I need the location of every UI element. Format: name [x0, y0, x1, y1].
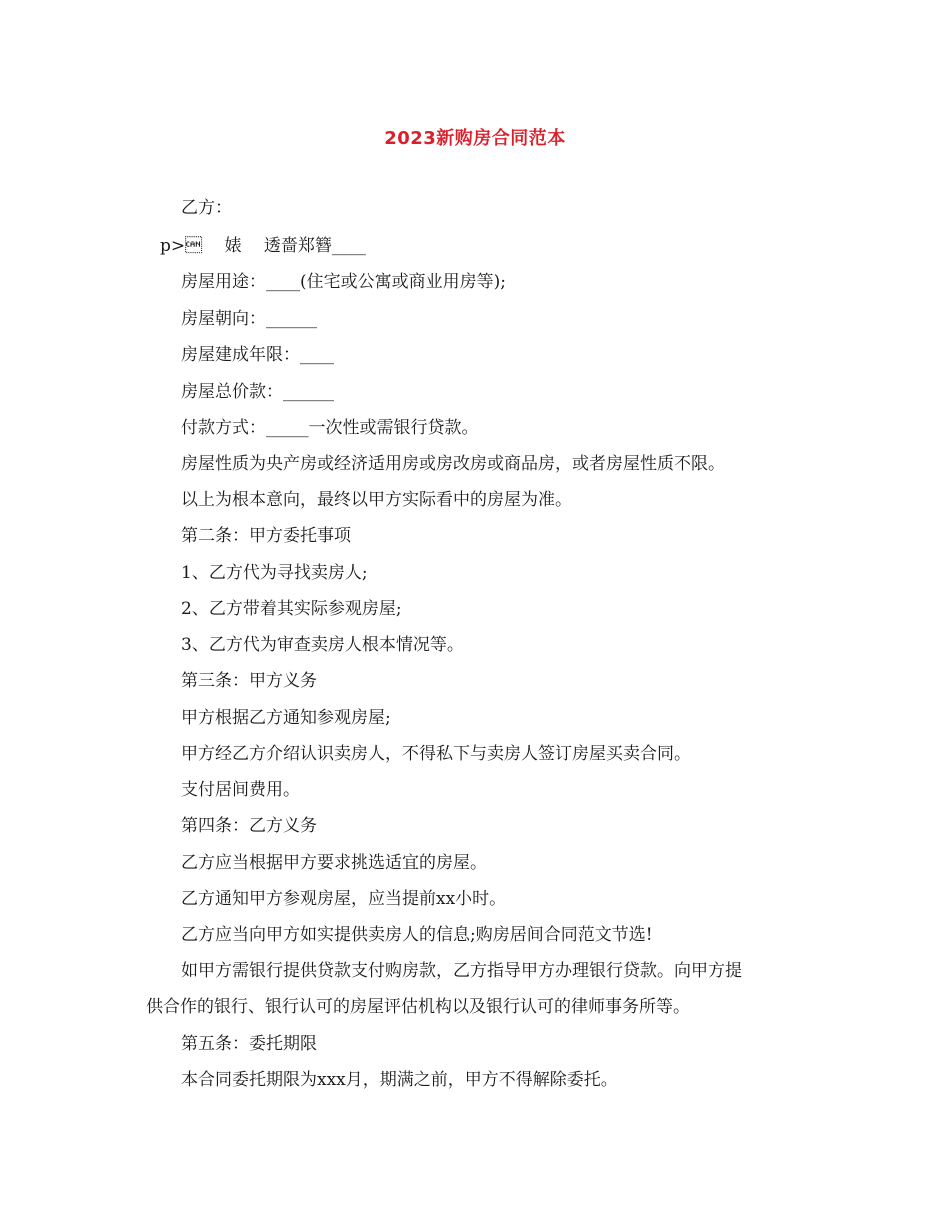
article-5-paragraph: 本合同委托期限为xxx月，期满之前，甲方不得解除委托。: [181, 1070, 618, 1090]
article-3-heading: 第三条：甲方义务: [181, 671, 317, 691]
intent-paragraph: 以上为根本意向，最终以甲方实际看中的房屋为准。: [181, 490, 572, 510]
house-orientation-field: 房屋朝向：______: [181, 309, 317, 329]
house-total-price-field: 房屋总价款：______: [181, 382, 334, 402]
payment-method-field: 付款方式：_____一次性或需银行贷款。: [181, 418, 479, 438]
article-4-paragraph-1: 乙方应当根据甲方要求挑选适宜的房屋。: [181, 853, 487, 873]
article-4-paragraph-3: 乙方应当向甲方如实提供卖房人的信息;购房居间合同范文节选!: [181, 925, 653, 945]
article-4-heading: 第四条：乙方义务: [181, 816, 317, 836]
article-3-paragraph-1: 甲方根据乙方通知参观房屋;: [181, 708, 391, 728]
article-2-item-1: 1、乙方代为寻找卖房人;: [181, 563, 368, 583]
house-usage-field: 房屋用途：____(住宅或公寓或商业用房等);: [181, 272, 506, 292]
article-3-paragraph-3: 支付居间费用。: [181, 780, 300, 800]
article-2-item-2: 2、乙方带着其实际参观房屋;: [181, 599, 402, 619]
house-nature-paragraph: 房屋性质为央产房或经济适用房或房改房或商品房，或者房屋性质不限。: [181, 454, 725, 474]
article-2-item-3: 3、乙方代为审查卖房人根本情况等。: [181, 635, 464, 655]
party-b-label: 乙方：: [181, 198, 232, 218]
article-3-paragraph-2: 甲方经乙方介绍认识卖房人，不得私下与卖房人签订房屋买卖合同。: [181, 744, 691, 764]
article-4-paragraph-4-line-1: 如甲方需银行提供贷款支付购房款，乙方指导甲方办理银行贷款。向甲方提: [181, 961, 742, 981]
article-4-paragraph-2: 乙方通知甲方参观房屋，应当提前xx小时。: [181, 889, 507, 909]
document-title: 2023新购房合同范本: [384, 128, 566, 149]
article-4-paragraph-4-line-2: 供合作的银行、银行认可的房屋评估机构以及银行认可的律师事务所等。: [146, 997, 690, 1017]
garbled-line: p> 婊 透嗇郑簪____: [160, 236, 366, 256]
house-build-years-field: 房屋建成年限：____: [181, 345, 334, 365]
article-2-heading: 第二条：甲方委托事项: [181, 526, 351, 546]
article-5-heading: 第五条：委托期限: [181, 1034, 317, 1054]
